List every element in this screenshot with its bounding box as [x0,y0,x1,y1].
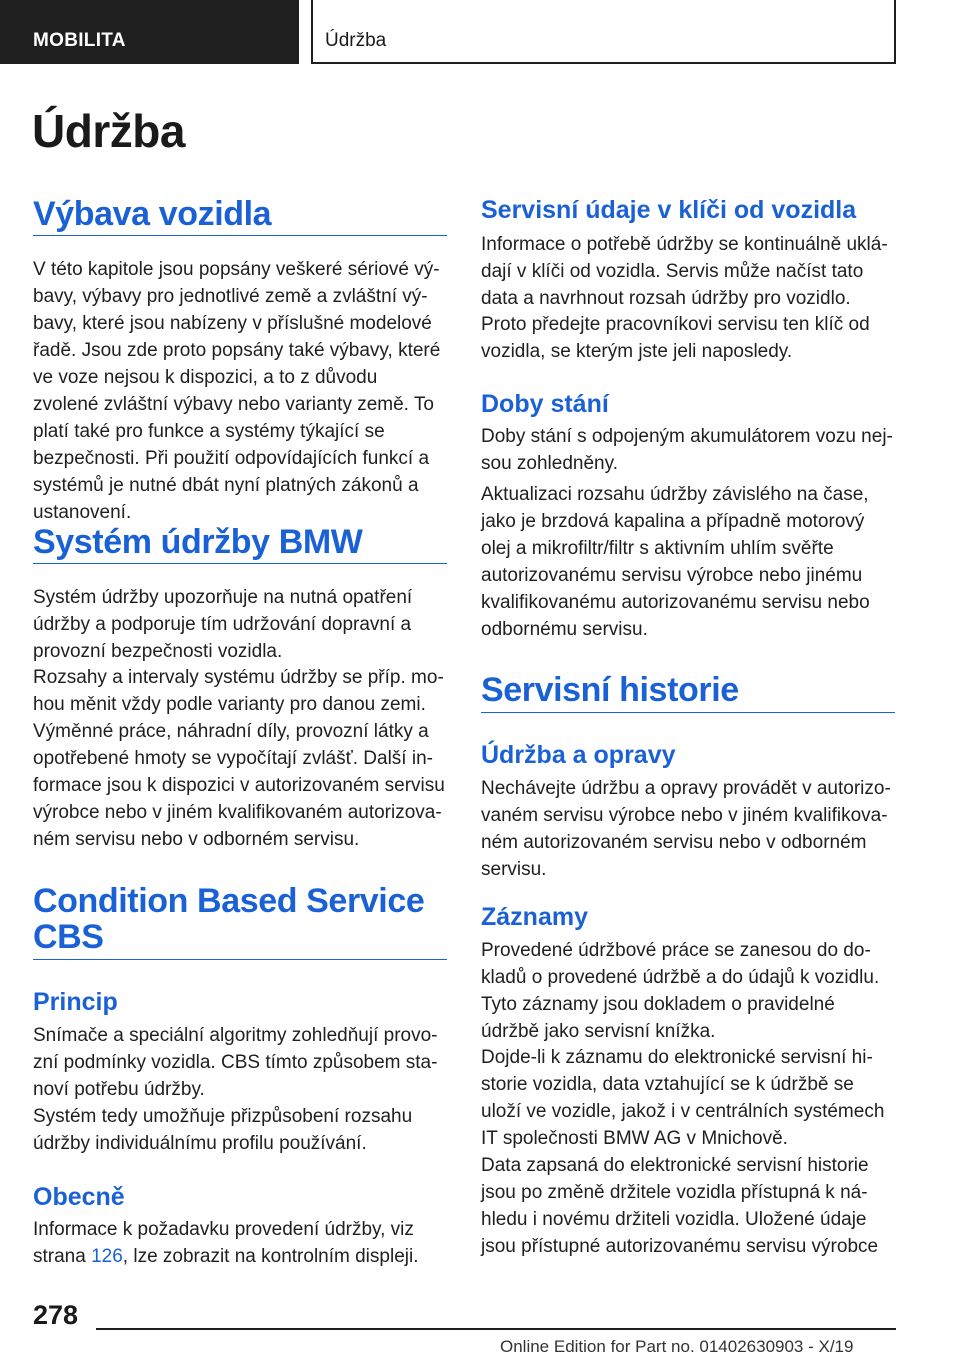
paragraph-opravy: Nechávejte údržbu a opravy provádět v autorizovaném servisu výrobce nebo v jiném kvalifikovaném autorizovaném servisu nebo v odborném servisu. [481,778,891,880]
page-title: Údržba [32,105,185,157]
paragraph-stani-1: Doby stání s odpojeným akumulátorem vozu nejsou zohledněny. [481,426,893,474]
heading-servisni-historie: Servisní historie [481,671,739,709]
page-reference-link[interactable]: 126 [91,1246,123,1267]
heading-rule [33,959,447,960]
heading-servisni-udaje-klic: Servisní údaje v klíči od vozidla [481,196,857,224]
paragraph-obecne [33,1216,447,1270]
paragraph-klic-1: Informace o potřebě údržby se kontinuálně ukládají v klíči od vozidla. Servis může načíst tato data a navrhnout rozsah údržby pro vozidlo. [481,234,888,309]
paragraph-zaznamy-2: Dojde-li k záznamu do elektronické servisní historie vozidla, data vztahující se k údržbě se uloží ve vozidle, jakož i v centrálních systémech IT společnosti BMW AG v Mnichově. [481,1047,885,1149]
heading-zaznamy: Záznamy [481,903,588,931]
obecne-text-after: , lze zobrazit na kontrolním displeji. [122,1246,419,1267]
heading-rule [33,563,447,564]
obecne-text-before: Informace k požadavku provedení údržby, viz strana [33,1219,414,1267]
heading-cbs-line2: CBS [33,918,104,956]
chapter-tab: Údržba [311,0,896,64]
paragraph-zaznamy-3: Data zapsaná do elektronické servisní historie jsou po změně držitele vozidla přístupná k náhledu i novému držiteli vozidla. Uložené údaje jsou přístupné autorizovanému servisu výrobce [481,1155,879,1257]
heading-system-udrzby: Systém údržby BMW [33,523,363,561]
heading-doby-stani: Doby stání [481,390,609,418]
heading-rule [481,712,895,713]
footer-edition: Online Edition for Part no. 01402630903 - X/19 [500,1337,854,1356]
footer-rule [96,1328,896,1330]
paragraph-klic-2: Proto předejte pracovníkovi servisu ten klíč od vozidla, se kterým jste jeli naposledy. [481,314,870,362]
paragraph-system-1: Systém údržby upozorňuje na nutná opatření údržby a podporuje tím udržování dopravní a provozní bezpečnosti vozidla. [33,587,413,662]
paragraph-zaznamy-1: Provedené údržbové práce se zanesou do dokladů o provedené údržbě a do údajů k vozidlu. Tyto záznamy jsou dokladem o pravidelné údržbě jako servisní knížka. [481,940,880,1042]
section-tab: MOBILITA [0,0,299,64]
heading-cbs-line1: Condition Based Service [33,882,425,920]
page-number: 278 [33,1300,79,1330]
heading-princip: Princip [33,988,118,1016]
paragraph-system-2: Rozsahy a intervaly systému údržby se příp. mohou měnit vždy podle varianty pro danou zemi. Výměnné práce, náhradní díly, provozní látky a opotřebené hmoty se vypočítají zvlášť. Další informace jsou k dispozici v autorizovaném servisu výrobce nebo v jiném kvalifikovaném autorizovaném servisu nebo v odborném servisu. [33,667,445,850]
heading-rule [33,235,447,236]
heading-obecne: Obecně [33,1183,125,1211]
paragraph-princip-2: Systém tedy umožňuje přizpůsobení rozsahu údržby individuálnímu profilu používání. [33,1106,413,1154]
heading-udrzba-opravy: Údržba a opravy [481,741,676,769]
paragraph-stani-2: Aktualizaci rozsahu údržby závislého na čase, jako je brzdová kapalina a případně motorový olej a mikrofiltr/filtr s aktivním uhlím svěřte autorizovanému servisu výrobce nebo jinému kvalifikovanému autorizovanému servisu nebo odbornému servisu. [481,484,870,640]
heading-vybava-vozidla: Výbava vozidla [33,195,272,233]
paragraph-vybava: V této kapitole jsou popsány veškeré sériové výbavy, výbavy pro jednotlivé země a zvláštní výbavy, které jsou nabízeny v příslušné modelové řadě. Jsou zde proto popsány také výbavy, které ve voze nejsou k dispozici, a to z důvodu zvolené zvláštní výbavy nebo varianty země. To platí také pro funkce a systémy týkající se bezpečnosti. Při použití odpovídajících funkcí a systémů je nutné dbát nyní platných zákonů a ustanovení. [33,259,441,523]
paragraph-princip-1: Snímače a speciální algoritmy zohledňují provozní podmínky vozidla. CBS tímto způsobem stanoví potřebu údržby. [33,1025,438,1100]
